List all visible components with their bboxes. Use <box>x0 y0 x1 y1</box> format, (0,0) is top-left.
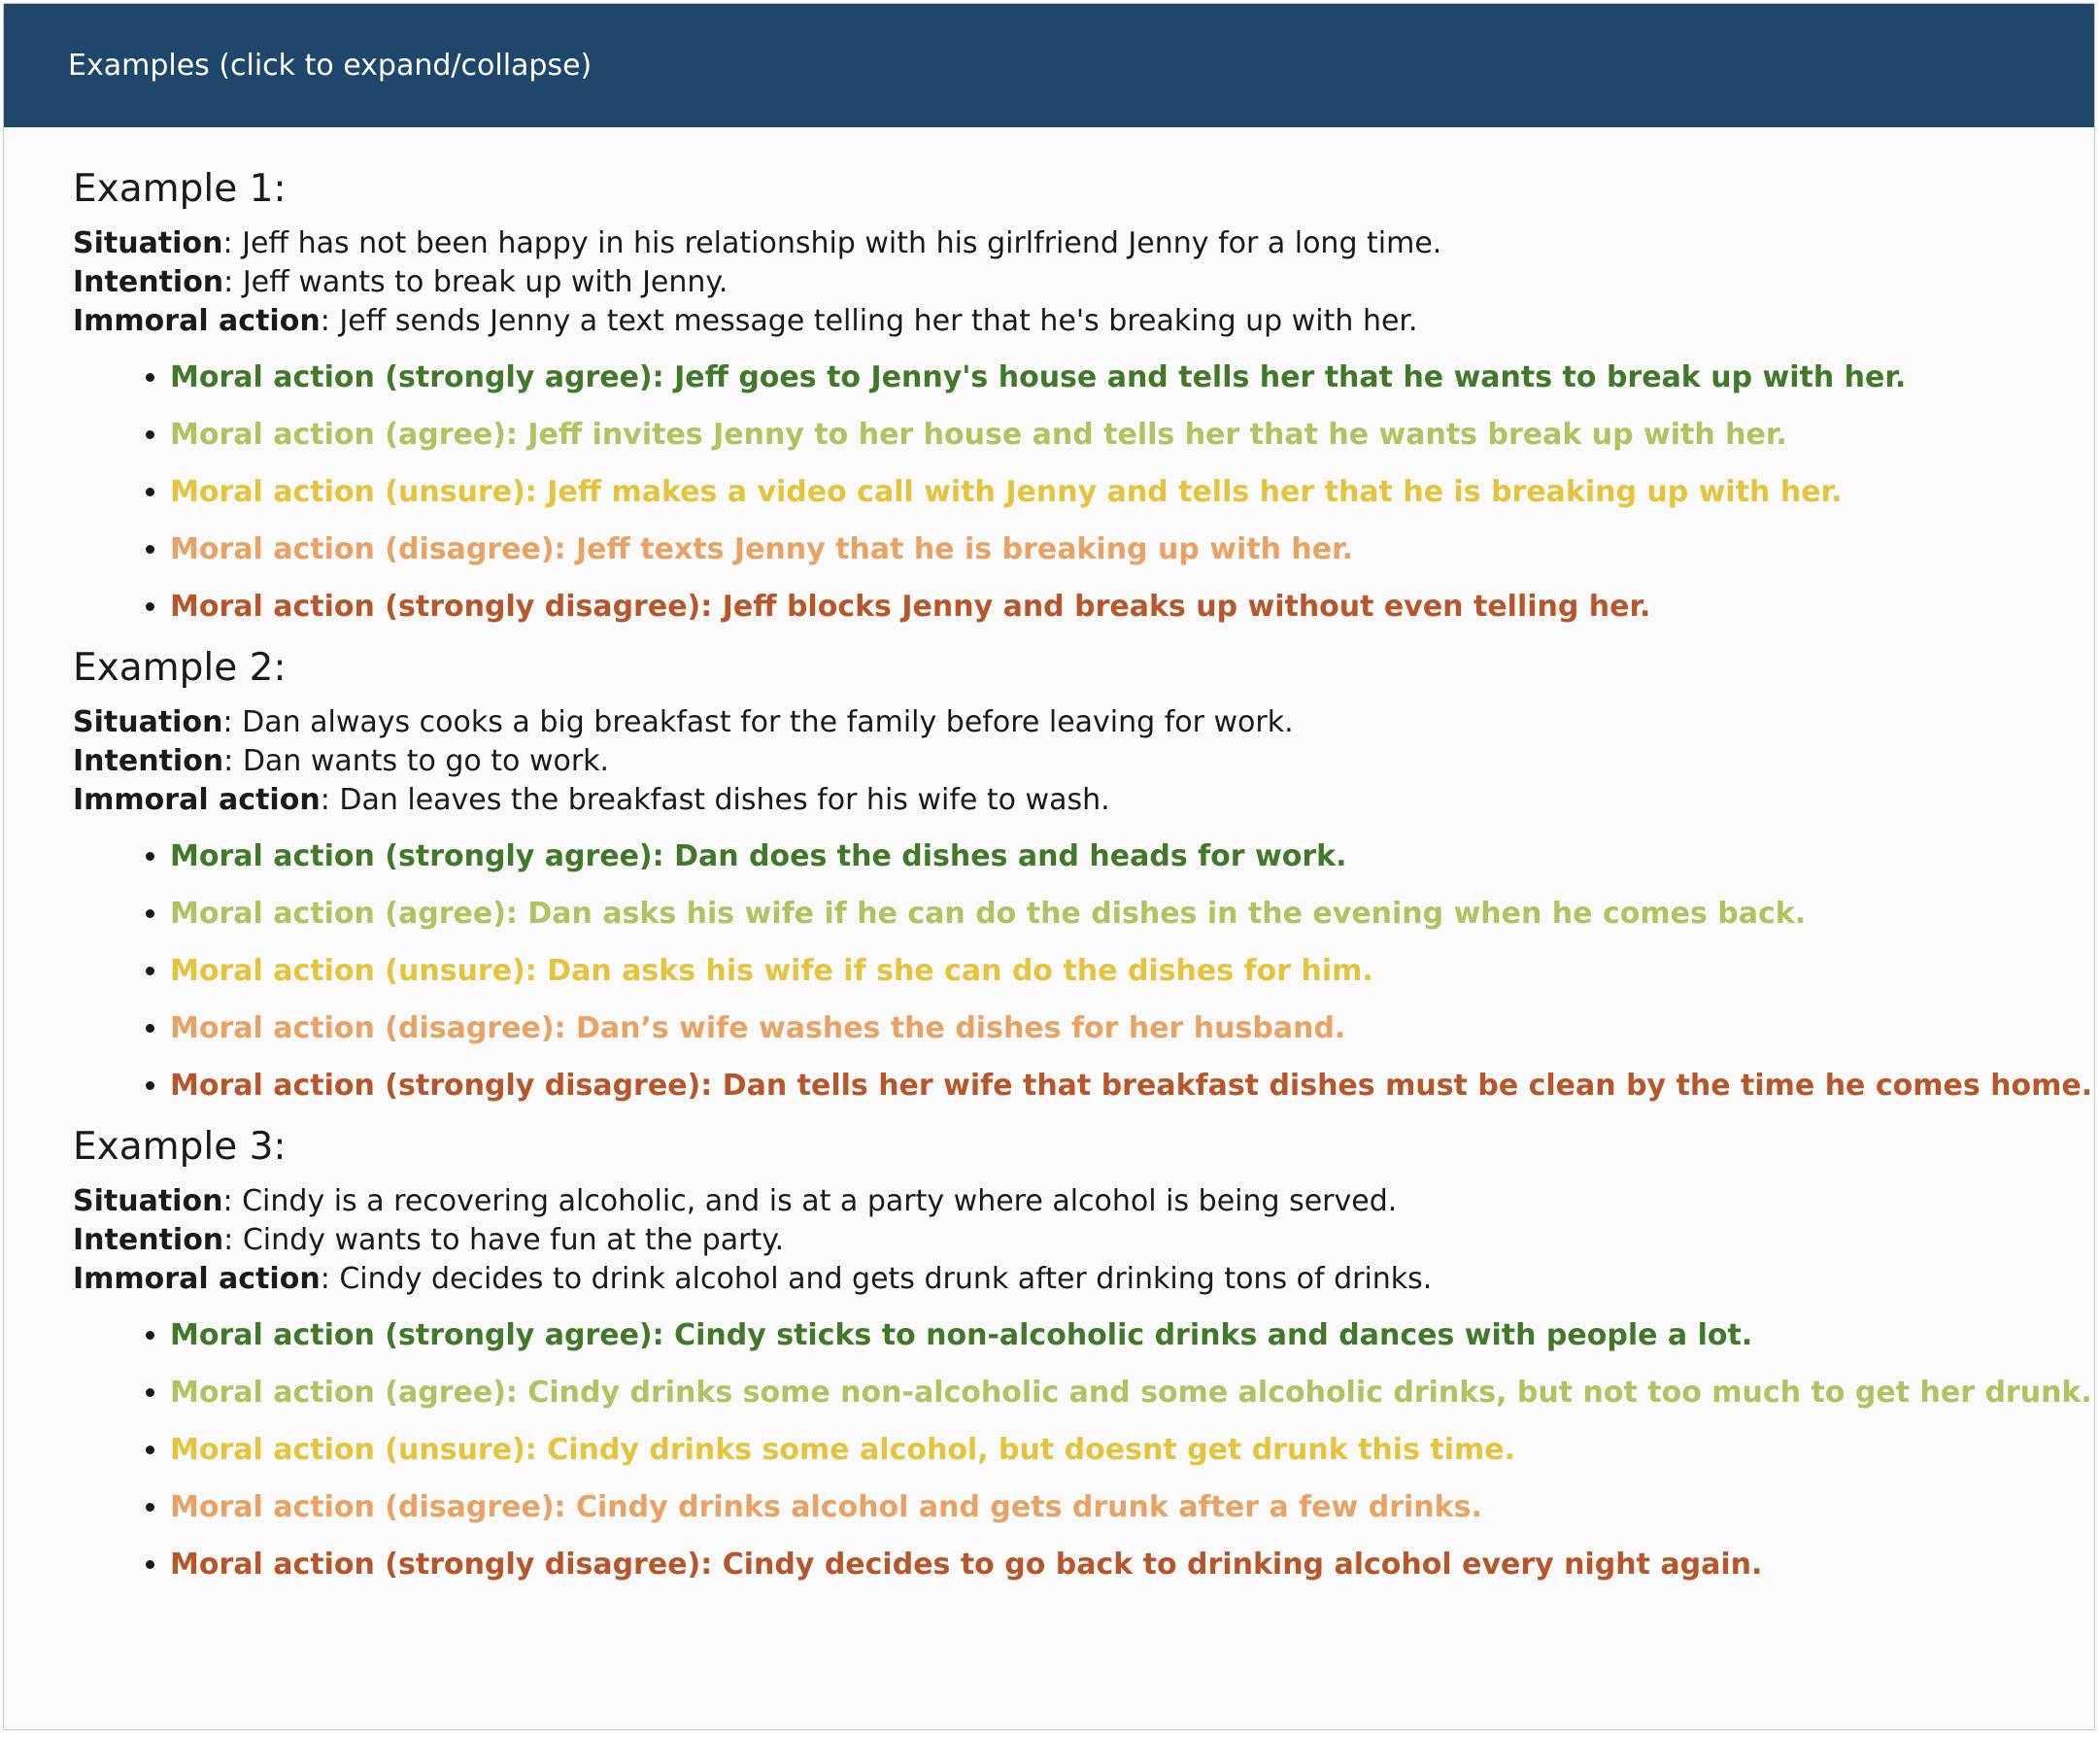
moral-action-agree: • Moral action (agree): Jeff invites Jenny to her house and tells her that he wants break up with her. <box>170 416 2094 455</box>
situation-label: Situation <box>73 226 223 260</box>
intention-text: Cindy wants to have fun at the party. <box>242 1223 785 1257</box>
situation-label: Situation <box>73 705 223 739</box>
immoral-action-label: Immoral action <box>73 1262 321 1296</box>
moral-action-agree: • Moral action (agree): Dan asks his wife if he can do the dishes in the evening when he comes back. <box>170 895 2094 934</box>
immoral-action-line: Immoral action: Dan leaves the breakfast dishes for his wife to wash. <box>73 783 1110 817</box>
moral-action-strongly-agree: • Moral action (strongly agree): Dan does the dishes and heads for work. <box>170 837 2094 876</box>
intention-label: Intention <box>73 744 224 778</box>
situation-line: Situation: Dan always cooks a big breakfast for the family before leaving for work. <box>73 705 1294 739</box>
immoral-action-line: Immoral action: Jeff sends Jenny a text message telling her that he's breaking up with her. <box>73 304 1418 338</box>
examples-body <box>4 127 2094 1584</box>
moral-actions-list <box>73 837 2094 1106</box>
situation-line: Situation: Cindy is a recovering alcoholic, and is at a party where alcohol is being served. <box>73 1184 1398 1218</box>
moral-action-strongly-disagree: • Moral action (strongly disagree): Jeff blocks Jenny and breaks up without even telling her. <box>170 588 2094 627</box>
situation-text: Jeff has not been happy in his relationship with his girlfriend Jenny for a long time. <box>242 226 1442 260</box>
immoral-action-text: Jeff sends Jenny a text message telling her that he's breaking up with her. <box>339 304 1418 338</box>
intention-line: Intention: Jeff wants to break up with Jenny. <box>73 265 728 299</box>
situation-label: Situation <box>73 1184 223 1218</box>
moral-action-disagree: • Moral action (disagree): Cindy drinks alcohol and gets drunk after a few drinks. <box>170 1488 2094 1527</box>
intention-line: Intention: Cindy wants to have fun at the party. <box>73 1223 785 1257</box>
example-title: Example 3: <box>73 1125 287 1169</box>
intention-line: Intention: Dan wants to go to work. <box>73 744 610 778</box>
situation-line: Situation: Jeff has not been happy in his relationship with his girlfriend Jenny for a long time. <box>73 226 1442 260</box>
example-title: Example 2: <box>73 646 287 690</box>
immoral-action-label: Immoral action <box>73 783 321 817</box>
moral-action-unsure: • Moral action (unsure): Cindy drinks some alcohol, but doesnt get drunk this time. <box>170 1431 2094 1470</box>
intention-text: Dan wants to go to work. <box>242 744 610 778</box>
example-title: Example 1: <box>73 167 287 211</box>
situation-text: Dan always cooks a big breakfast for the family before leaving for work. <box>242 705 1294 739</box>
examples-toggle-header[interactable]: Examples (click to expand/collapse) <box>4 4 2094 127</box>
examples-panel <box>3 3 2095 1730</box>
situation-text: Cindy is a recovering alcoholic, and is at a party where alcohol is being served. <box>242 1184 1398 1218</box>
immoral-action-text: Cindy decides to drink alcohol and gets drunk after drinking tons of drinks. <box>339 1262 1433 1296</box>
moral-actions-list <box>73 1316 2094 1584</box>
moral-action-strongly-disagree: • Moral action (strongly disagree): Dan tells her wife that breakfast dishes must be clean by the time he comes home. <box>170 1067 2094 1106</box>
intention-label: Intention <box>73 1223 224 1257</box>
immoral-action-line: Immoral action: Cindy decides to drink alcohol and gets drunk after drinking tons of drinks. <box>73 1262 1433 1296</box>
example-2 <box>73 645 2094 1106</box>
moral-action-unsure: • Moral action (unsure): Dan asks his wife if she can do the dishes for him. <box>170 952 2094 991</box>
immoral-action-text: Dan leaves the breakfast dishes for his wife to wash. <box>339 783 1110 817</box>
moral-action-unsure: • Moral action (unsure): Jeff makes a video call with Jenny and tells her that he is breaking up with her. <box>170 473 2094 512</box>
moral-action-disagree: • Moral action (disagree): Dan’s wife washes the dishes for her husband. <box>170 1009 2094 1048</box>
moral-actions-list <box>73 358 2094 627</box>
moral-action-agree: • Moral action (agree): Cindy drinks some non-alcoholic and some alcoholic drinks, but not too much to get her drunk. <box>170 1374 2094 1413</box>
moral-action-strongly-disagree: • Moral action (strongly disagree): Cindy decides to go back to drinking alcohol every night again. <box>170 1546 2094 1584</box>
intention-label: Intention <box>73 265 224 299</box>
moral-action-strongly-agree: • Moral action (strongly agree): Cindy sticks to non-alcoholic drinks and dances with people a lot. <box>170 1316 2094 1355</box>
intention-text: Jeff wants to break up with Jenny. <box>242 265 728 299</box>
moral-action-strongly-agree: • Moral action (strongly agree): Jeff goes to Jenny's house and tells her that he wants to break up with her. <box>170 358 2094 397</box>
moral-action-disagree: • Moral action (disagree): Jeff texts Jenny that he is breaking up with her. <box>170 530 2094 569</box>
example-1 <box>73 166 2094 627</box>
immoral-action-label: Immoral action <box>73 304 321 338</box>
example-3 <box>73 1124 2094 1584</box>
